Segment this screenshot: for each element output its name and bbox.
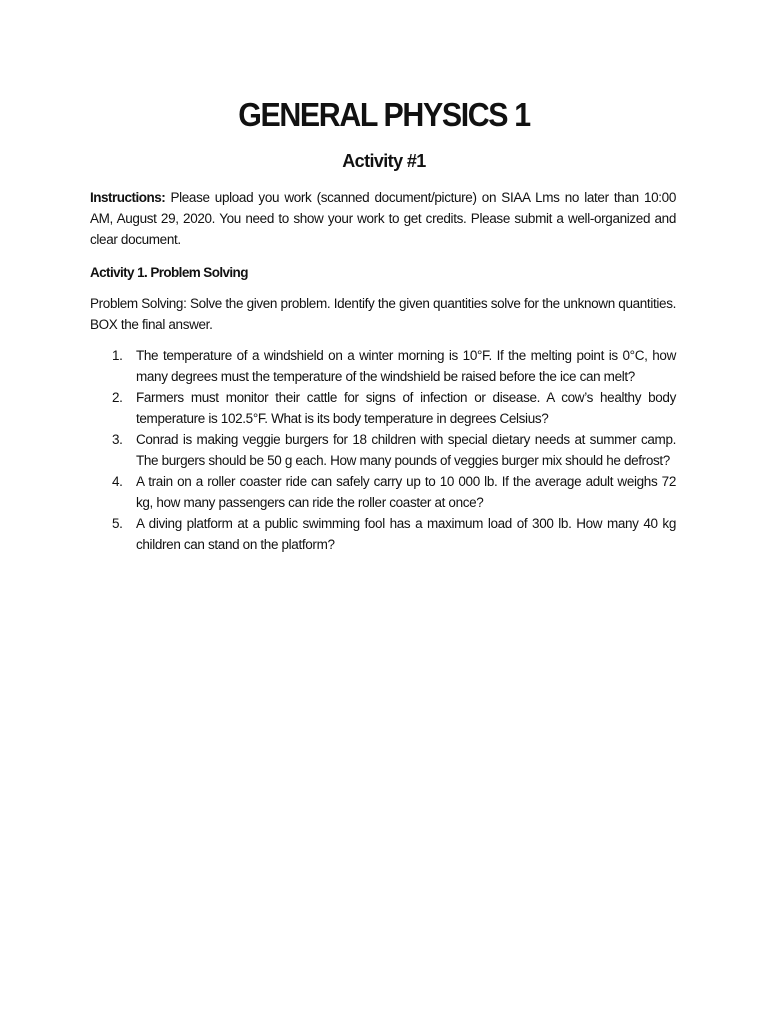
document-body xyxy=(90,187,676,555)
problem-number: 4. xyxy=(112,474,123,489)
problem-number: 2. xyxy=(112,390,123,405)
problem-text: The temperature of a windshield on a winter morning is 10°F. If the melting point is 0°C, how many degrees must the temperature of the windshield be raised before the ice can melt? xyxy=(136,348,676,384)
problem-number: 5. xyxy=(112,516,123,531)
section-intro: Problem Solving: Solve the given problem. Identify the given quantities solve for the unknown quantities. BOX the final answer. xyxy=(90,296,676,332)
document-title: GENERAL PHYSICS 1 xyxy=(238,96,530,133)
problem-text: Conrad is making veggie burgers for 18 children with special dietary needs at summer camp. The burgers should be 50 g each. How many pounds of veggies burger mix should he defrost? xyxy=(136,432,676,468)
instructions-paragraph xyxy=(90,187,676,250)
problem-text: A train on a roller coaster ride can safely carry up to 10 000 lb. If the average adult weighs 72 kg, how many passengers can ride the roller coaster at once? xyxy=(136,474,676,510)
problem-list xyxy=(90,345,676,555)
problem-number: 1. xyxy=(112,348,123,363)
problem-text: Farmers must monitor their cattle for signs of infection or disease. A cow’s healthy body temperature is 102.5°F. What is its body temperature in degrees Celsius? xyxy=(136,390,676,426)
instructions-label: Instructions: xyxy=(90,190,166,205)
activity-subtitle: Activity #1 xyxy=(342,151,426,171)
problem-text: A diving platform at a public swimming fool has a maximum load of 300 lb. How many 40 kg children can stand on the platform? xyxy=(136,516,676,552)
list-item xyxy=(90,387,676,429)
section-heading: Activity 1. Problem Solving xyxy=(90,265,248,280)
list-item xyxy=(90,471,676,513)
list-item xyxy=(90,429,676,471)
instructions-text: Please upload you work (scanned document/picture) on SIAA Lms no later than 10:00 AM, August 29, 2020. You need to show your work to get credits. Please submit a well-organized and clear document. xyxy=(90,190,676,247)
list-item xyxy=(90,345,676,387)
list-item xyxy=(90,513,676,555)
problem-number: 3. xyxy=(112,432,123,447)
